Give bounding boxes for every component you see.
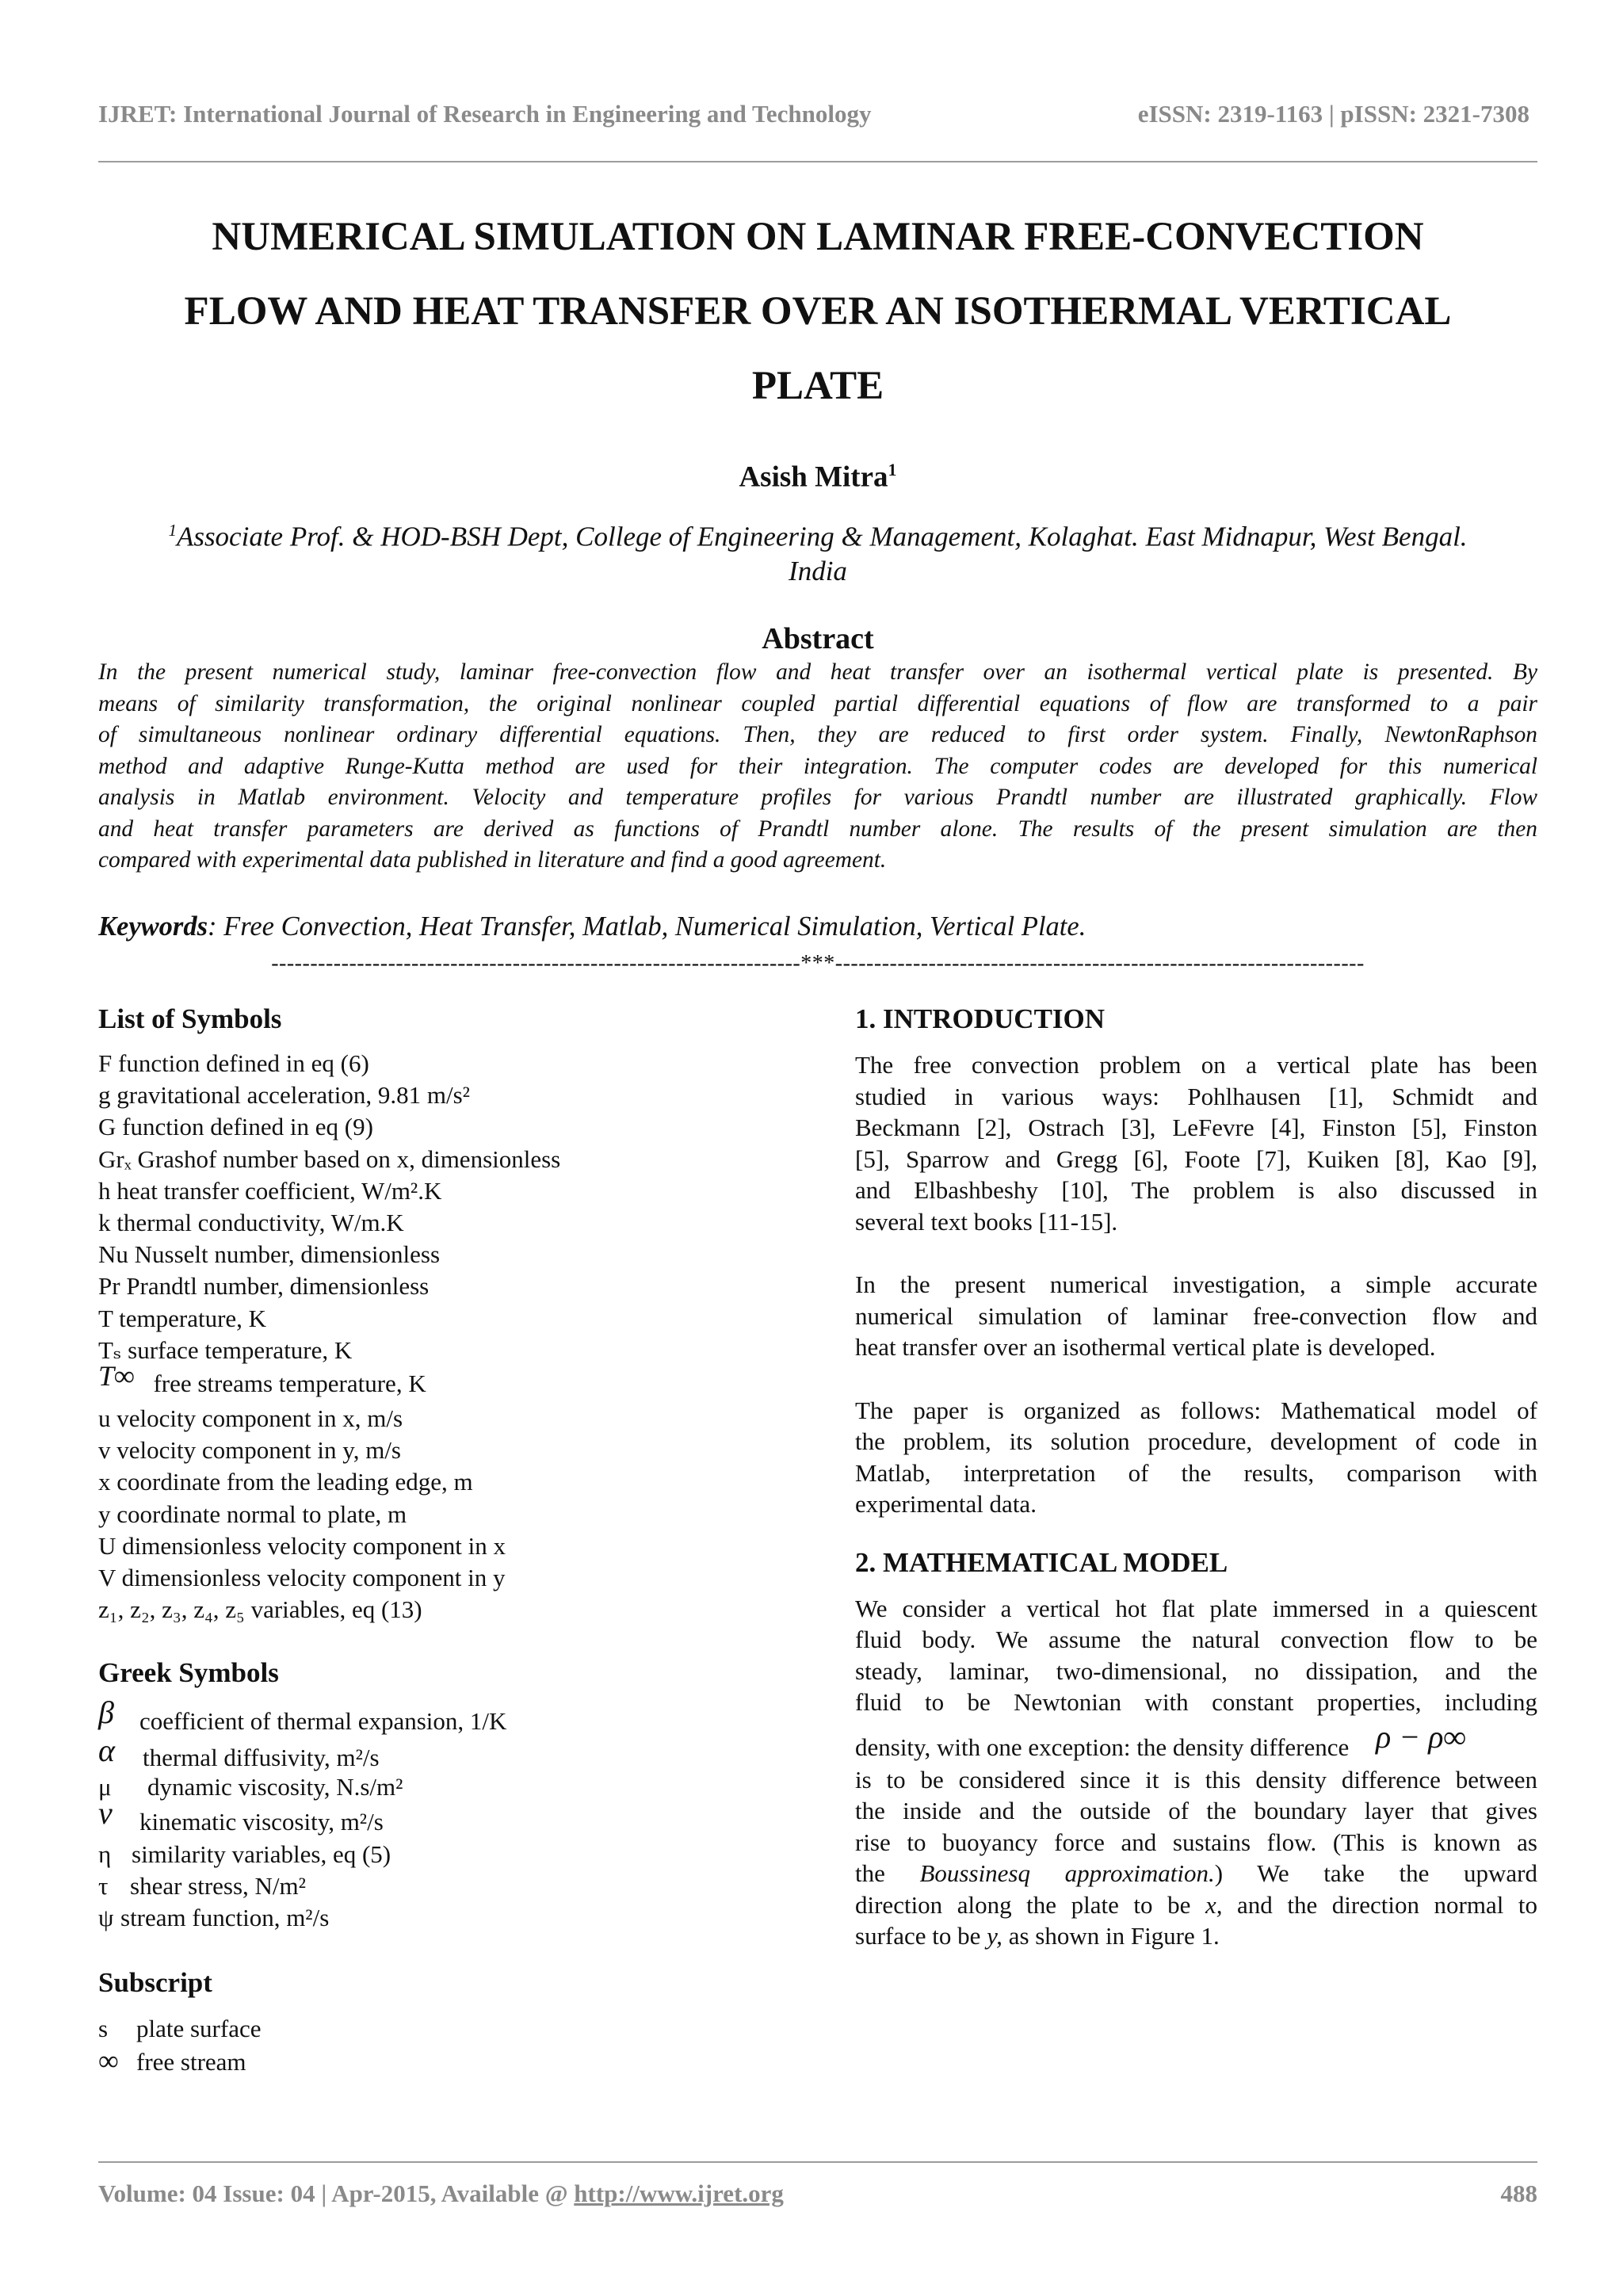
subscript-row: [98, 2045, 812, 2078]
abstract-line: compared with experimental data published in literature and find a good agreement.: [98, 847, 887, 873]
subscript-text: plate surface: [136, 2015, 262, 2043]
abstract-line: and heat transfer parameters are derived as functions of Prandtl number alone. The results of the present simulation are then: [98, 816, 1537, 842]
greek-row: [98, 1870, 812, 1902]
text-line: numerical simulation of laminar free-convection flow and: [855, 1301, 1537, 1330]
t-inf-text: free streams temperature, K: [153, 1370, 426, 1398]
symbol-row: Grₓ Grashof number based on x, dimensionless: [98, 1144, 561, 1173]
affil-sup: 1: [168, 521, 177, 540]
text-line: surface to be y, as shown in Figure 1.: [855, 1922, 1220, 1950]
keywords-text: : Free Convection, Heat Transfer, Matlab, Numerical Simulation, Vertical Plate.: [208, 911, 1086, 942]
text-line: direction along the plate to be x, and the direction normal to: [855, 1890, 1538, 1919]
section-separator: --------------------------------------------------------------------***--------------------------------------------------------------------: [271, 951, 1365, 976]
symbol-row: y coordinate normal to plate, m: [98, 1499, 407, 1528]
title-line: PLATE: [751, 364, 884, 408]
footer-rule: [98, 2161, 1537, 2163]
symbol-row-t-inf: [98, 1360, 812, 1403]
text-line: is to be considered since it is this density difference between: [855, 1765, 1537, 1794]
page-number: 488: [1500, 2179, 1537, 2207]
text-line: rise to buoyancy force and sustains flow. (This is known as: [855, 1828, 1537, 1856]
symbol-row: T temperature, K: [98, 1304, 267, 1332]
text-line: The free convection problem on a vertical plate has been: [855, 1051, 1537, 1079]
symbol-row: h heat transfer coefficient, W/m².K: [98, 1176, 442, 1205]
abstract-body: [98, 657, 1537, 877]
right-column: [855, 1000, 1537, 1952]
keywords-label: Keywords: [98, 911, 208, 942]
subscript-inf: ∞: [98, 2045, 119, 2077]
greek-text: coefficient of thermal expansion, 1/K: [139, 1707, 507, 1736]
greek-row: [98, 1794, 812, 1839]
text-line: fluid body. We assume the natural convection flow to be: [855, 1626, 1537, 1653]
nu-symbol: ν: [98, 1794, 113, 1831]
title-line: FLOW AND HEAT TRANSFER OVER AN ISOTHERMAL VERTICAL: [184, 289, 1452, 334]
subscript-row: [98, 2013, 812, 2045]
symbol-row: G function defined in eq (9): [98, 1113, 373, 1141]
intro-paragraph-3: [855, 1395, 1537, 1520]
issn: eISSN: 2319-1163 | pISSN: 2321-7308: [1137, 100, 1529, 128]
greek-heading: Greek Symbols: [98, 1657, 279, 1689]
greek-row: [98, 1733, 812, 1772]
density-line: [855, 1718, 1537, 1764]
intro-paragraph-1: [855, 1049, 1537, 1237]
greek-text: shear stress, N/m²: [130, 1871, 306, 1900]
symbols-heading: List of Symbols: [98, 1003, 282, 1034]
symbol-row: v velocity component in y, m/s: [98, 1436, 401, 1465]
greek-text: kinematic viscosity, m²/s: [139, 1807, 384, 1836]
greek-text: thermal diffusivity, m²/s: [143, 1744, 380, 1772]
symbol-row: U dimensionless velocity component in x: [98, 1531, 506, 1560]
intro-paragraph-2: [855, 1269, 1537, 1363]
affiliation: [98, 514, 1537, 588]
greek-row: [98, 1771, 812, 1803]
journal-link[interactable]: http://www.ijret.org: [574, 2179, 784, 2207]
symbol-row: F function defined in eq (6): [98, 1049, 369, 1077]
subscript-text: free stream: [136, 2048, 246, 2076]
greek-text: similarity variables, eq (5): [132, 1839, 391, 1868]
symbol-row: Nu Nusselt number, dimensionless: [98, 1240, 441, 1269]
journal-name: IJRET: International Journal of Research in Engineering and Technology: [98, 100, 872, 128]
greek-row: [98, 1694, 812, 1740]
eta-symbol: η: [98, 1839, 112, 1868]
text-line: The paper is organized as follows: Mathematical model of: [855, 1396, 1537, 1424]
author-name: Asish Mitra: [739, 460, 888, 494]
text-line: Beckmann [2], Ostrach [3], LeFevre [4], Finston [5], Finston: [855, 1114, 1537, 1141]
symbol-row: z₁, z₂, z₃, z₄, z₅ variables, eq (13): [98, 1595, 422, 1624]
tau-symbol: τ: [98, 1871, 109, 1900]
text-line: In the present numerical investigation, a simple accurate: [855, 1270, 1537, 1298]
symbol-row: u velocity component in x, m/s: [98, 1404, 403, 1433]
subscript-s: s: [98, 2015, 109, 2043]
greek-text: dynamic viscosity, N.s/m²: [147, 1773, 403, 1801]
symbol-row: V dimensionless velocity component in y: [98, 1564, 506, 1592]
text-line: the inside and the outside of the boundary layer that gives: [855, 1797, 1537, 1824]
text-line: the problem, its solution procedure, development of code in: [855, 1427, 1537, 1455]
symbol-row: Pr Prandtl number, dimensionless: [98, 1272, 430, 1301]
text-line: Matlab, interpretation of the results, comparison with: [855, 1458, 1537, 1487]
boussinesq-term: Boussinesq approximation.: [919, 1859, 1215, 1887]
t-inf-symbol: T∞: [98, 1360, 135, 1392]
keywords: [98, 911, 1537, 942]
greek-row: [98, 1839, 812, 1870]
density-text: density, with one exception: the density difference: [855, 1733, 1350, 1761]
symbols-list: [98, 1048, 812, 1626]
symbol-row: k thermal conductivity, W/m.K: [98, 1209, 404, 1237]
psi-symbol: ψ: [98, 1904, 114, 1932]
running-header: [98, 100, 1529, 133]
subscript-heading: Subscript: [98, 1967, 212, 1999]
text-line: fluid to be Newtonian with constant properties, including: [855, 1688, 1537, 1716]
symbol-row: Tₛ surface temperature, K: [98, 1335, 353, 1364]
text-line: steady, laminar, two-dimensional, no dissipation, and the: [855, 1656, 1537, 1685]
author-sup: 1: [888, 460, 897, 479]
model-heading: 2. MATHEMATICAL MODEL: [855, 1546, 1228, 1578]
left-column: [98, 1000, 812, 2079]
text-line: [5], Sparrow and Gregg [6], Foote [7], Kuiken [8], Kao [9],: [855, 1144, 1537, 1173]
abstract-line: means of similarity transformation, the original nonlinear coupled partial differential equations of flow are transformed to a pair: [98, 690, 1537, 716]
text-line: and Elbashbeshy [10], The problem is also discussed in: [855, 1176, 1537, 1204]
text-line: studied in various ways: Pohlhausen [1], Schmidt and: [855, 1082, 1537, 1110]
paper-title: [98, 200, 1537, 423]
text-line: the Boussinesq approximation.) We take the upward: [855, 1859, 1537, 1887]
abstract-heading: Abstract: [762, 622, 874, 655]
alpha-symbol: α: [98, 1733, 115, 1769]
abstract-line: analysis in Matlab environment. Velocity and temperature profiles for various Prandtl number are illustrated graphically. Flow: [98, 785, 1537, 810]
running-footer: [98, 2179, 1537, 2213]
density-expression: ρ − ρ∞: [1376, 1718, 1466, 1755]
affil-line2: India: [789, 555, 847, 586]
abstract-line: of simultaneous nonlinear ordinary differential equations. Then, they are reduced to first order system. Finally, NewtonRaphson: [98, 722, 1537, 747]
symbol-row: g gravitational acceleration, 9.81 m/s²: [98, 1081, 470, 1110]
subscript-list: [98, 2013, 812, 2078]
author: [98, 460, 1537, 494]
intro-heading: 1. INTRODUCTION: [855, 1003, 1106, 1034]
text-line: heat transfer over an isothermal vertical plate is developed.: [855, 1333, 1436, 1361]
affil-line1: Associate Prof. & HOD-BSH Dept, College of Engineering & Management, Kolaghat. East Midnapur, West Bengal.: [176, 521, 1468, 552]
text-line: We consider a vertical hot flat plate immersed in a quiescent: [855, 1594, 1537, 1622]
text-line: several text books [11-15].: [855, 1207, 1118, 1236]
model-paragraph: [855, 1593, 1537, 1952]
abstract-line: In the present numerical study, laminar free-convection flow and heat transfer over an isothermal vertical plate is presented. By: [98, 659, 1537, 685]
beta-symbol: β: [98, 1694, 114, 1731]
abstract-line: method and adaptive Runge-Kutta method are used for their integration. The computer codes are developed for this numerical: [98, 753, 1537, 779]
title-line: NUMERICAL SIMULATION ON LAMINAR FREE-CONVECTION: [212, 215, 1424, 259]
text-line: experimental data.: [855, 1490, 1037, 1518]
greek-list: [98, 1694, 812, 1934]
greek-row: [98, 1902, 812, 1934]
symbol-row: x coordinate from the leading edge, m: [98, 1468, 473, 1496]
mu-symbol: μ: [98, 1773, 112, 1801]
volume-info: Volume: 04 Issue: 04 | Apr-2015, Available @ http://www.ijret.org: [98, 2179, 784, 2207]
greek-text: stream function, m²/s: [120, 1904, 330, 1932]
header-rule: [98, 161, 1537, 162]
